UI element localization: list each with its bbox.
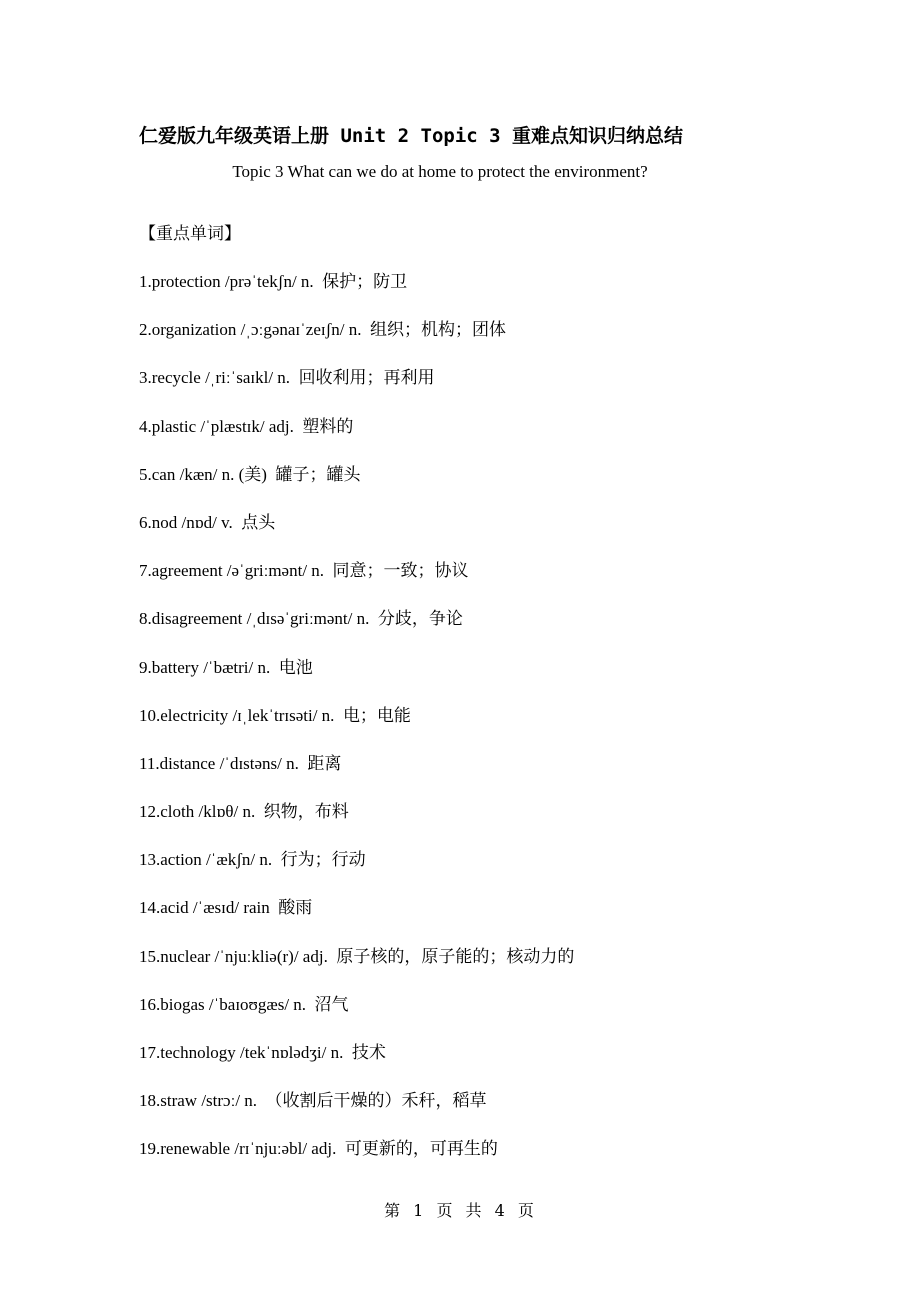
vocab-item: [139, 702, 839, 750]
vocab-item: [139, 943, 839, 991]
vocab-meaning: 酸雨: [278, 898, 313, 919]
vocab-item: [139, 1135, 839, 1183]
vocab-item: [139, 605, 839, 653]
vocab-word: 9.battery /ˈbætri/ n.: [139, 657, 271, 677]
vocab-meaning: 电池: [278, 657, 313, 678]
vocab-item: [139, 316, 839, 364]
vocab-meaning: 电；电能: [342, 705, 411, 726]
vocab-item: [139, 557, 839, 605]
vocab-item: [139, 846, 839, 894]
vocab-word: 7.agreement /əˈgriːmənt/ n.: [139, 561, 325, 581]
vocab-item: [139, 509, 839, 557]
vocab-item: [139, 894, 839, 942]
vocab-item: [139, 364, 839, 412]
vocab-word: 5.can /kæn/ n. (美): [139, 464, 267, 484]
vocab-meaning: 组织；机构；团体: [370, 320, 506, 341]
vocab-meaning: 原子核的，原子能的；核动力的: [336, 946, 575, 967]
vocab-word: 11.distance /ˈdɪstəns/ n.: [139, 753, 299, 773]
vocab-meaning: 罐子；罐头: [275, 464, 361, 485]
vocab-meaning: 技术: [351, 1043, 386, 1063]
vocab-meaning: 沼气: [314, 994, 349, 1015]
vocab-word: 2.organization /ˌɔːgənaɪˈzeɪʃn/ n.: [139, 320, 362, 340]
vocab-item: [139, 1039, 839, 1087]
vocab-meaning: 点头: [241, 512, 276, 533]
vocab-word: 18.straw /strɔː/ n.: [139, 1091, 258, 1111]
vocab-meaning: 织物，布料: [263, 802, 349, 823]
vocab-word: 17.technology /tekˈnɒlədʒi/ n.: [139, 1043, 344, 1062]
vocab-item: [139, 268, 839, 316]
vocab-word: 4.plastic /ˈplæstɪk/ adj.: [139, 416, 294, 436]
vocab-item: [139, 991, 839, 1039]
vocab-item: [139, 413, 839, 461]
topic-subtitle: Topic 3 What can we do at home to protect the environment?: [232, 162, 648, 181]
vocab-word: 3.recycle /ˌriːˈsaɪkl/ n.: [139, 368, 291, 388]
vocab-item: [139, 461, 839, 509]
vocab-word: 6.nod /nɒd/ v.: [139, 512, 233, 532]
vocab-meaning: 回收利用；再利用: [298, 368, 435, 389]
vocab-item: [139, 750, 839, 798]
vocab-word: 14.acid /ˈæsɪd/ rain: [139, 898, 270, 918]
vocab-word: 8.disagreement /ˌdɪsəˈgriːmənt/ n.: [139, 609, 370, 629]
vocab-item: [139, 654, 839, 702]
page-title: 仁爱版九年级英语上册 Unit 2 Topic 3 重难点知识归纳总结: [139, 125, 684, 147]
vocab-word: 15.nuclear /ˈnjuːkliə(r)/ adj.: [139, 946, 328, 966]
vocab-word: 16.biogas /ˈbaɪoʊgæs/ n.: [139, 994, 307, 1014]
vocab-meaning: 行为；行动: [280, 850, 366, 871]
vocab-word: 19.renewable /rɪˈnjuːəbl/ adj.: [139, 1139, 337, 1159]
page-footer: 第 1 页 共 4 页: [384, 1201, 536, 1220]
vocab-word: 12.cloth /klɒθ/ n.: [139, 802, 256, 822]
vocabulary-list: [139, 268, 839, 1184]
vocab-meaning: 可更新的，可再生的: [344, 1139, 498, 1160]
vocab-meaning: 保护；防卫: [322, 272, 408, 292]
vocab-meaning: （收割后干燥的）禾秆，稻草: [265, 1091, 487, 1112]
vocab-meaning: 距离: [307, 753, 342, 774]
vocab-meaning: 同意；一致；协议: [332, 561, 469, 582]
section-heading-key-words: 【重点单词】: [139, 224, 241, 244]
vocab-item: [139, 1087, 839, 1135]
vocab-word: 13.action /ˈækʃn/ n.: [139, 850, 273, 870]
vocab-word: 10.electricity /ɪˌlekˈtrɪsəti/ n.: [139, 705, 335, 725]
vocab-meaning: 分歧，争论: [377, 609, 463, 630]
vocab-item: [139, 798, 839, 846]
vocab-word: 1.protection /prəˈtekʃn/ n.: [139, 272, 314, 291]
vocab-meaning: 塑料的: [302, 416, 354, 437]
